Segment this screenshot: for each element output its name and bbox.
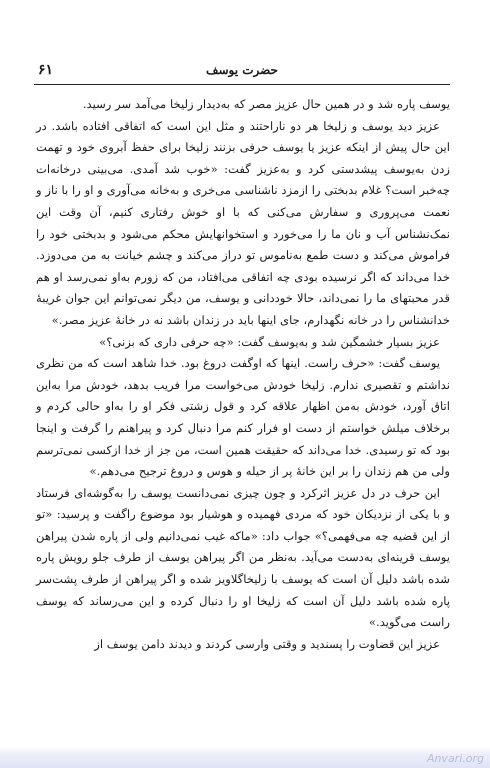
- paragraph: عزیز دید یوسف و زلیخا هر دو ناراحتند و مثل این است که اتفاقی افتاده باشد. در این حال پیش از اینکه عزیز یا یوسف حرفی بزنند زلیخا برای حفظ آبروی خود و تهمت زدن به‌یوسف پیشدستی کرد و به‌عزیز گفت: «خوب شد آمدی. می‌بینی درخانه‌ات چه‌خبر است؟ غلام بدبختی را ازمزد ناشناسی می‌خری و به‌خانه می‌آوری و او را با ناز و نعمت می‌پروری و سفارش می‌کنی که با او خوش رفتاری کنیم، آن وقت این نمک‌نشناس آب و نان ما را می‌خورد و استخوانهایش محکم می‌شود و بدبختی خود را فراموش می‌کند و دست طمع به‌ناموس تو دراز می‌کند و چشم خیانت به من می‌دوزد. خدا می‌داند که اگر نرسیده بودی چه اتفاقی می‌افتاد، من که زورم به‌او نمی‌رسد او هم قدر محبتهای ما را نمی‌داند، حالا خوددانی و یوسف، من دیگر نمی‌توانم این جوان غریبهٔ خدانشناس را در خانه نگهدارم، جای اینها باید در زندان باشد نه در خانهٔ عزیز مصر.»: [36, 118, 450, 327]
- paragraph: عزیز این قضاوت را پسندید و وقتی وارسی کردند و دیدند دامن یوسف از: [94, 636, 440, 651]
- footer-bar: [0, 746, 490, 768]
- paragraph: این حرف در دل عزیز اثرکرد و چون چیزی نمی‌دانست یوسف را به‌گوشه‌ای فرستاد و با یکی از نزدیکان خود که مردی فهمیده و هوشیار بود موضوع راگفت و پرسید: «تو از این قضیه چه می‌فهمی؟» جواب داد: «ماکه غیب نمی‌دانیم ولی از پاره شدن پیراهن یوسف قرینه‌ای به‌دست می‌آید. به‌نظر من اگر پیراهن یوسف از طرف جلو رویش پاره شده باشد دلیل آن است که یوسف با زلیخاگلاویز شده و اگر پیراهن از طرف پشت‌سر پاره شده باشد دلیل آن است که زلیخا او را دنبال کرده و این می‌رساند که یوسف راست می‌گوید.»: [36, 485, 450, 630]
- running-title: حضرت یوسف: [206, 63, 278, 77]
- page-number: ۶۱: [38, 62, 54, 78]
- body-text: [36, 94, 450, 655]
- paragraph: یوسف پاره شد و در همین حال عزیز مصر که به‌دیدار زلیخا می‌آمد سر رسید.: [82, 97, 450, 111]
- paragraph: یوسف گفت: «حرف راست. اینها که اوگفت دروغ بود. خدا شاهد است که من نظری نداشتم و تقصیری ندارم. زلیخا خودش می‌خواست مرا فریب بدهد، خودش مرا به‌این اتاق آورد، خودش به‌من اظهار علاقه کرد و قول زشتی فکر او را به‌او حالی کردم و برخلاف میلش خواستم از دست او فرار کنم مرا دنبال کرد و پیراهنم را گرفت و اینجا بود که تو رسیدی. خدا می‌داند که حقیقت همین است، من جز از خدا ازکسی نمی‌ترسم ولی من هم زندان را بر این خانهٔ پر از حیله و هوس و دروغ ترجیح می‌دهم.»: [36, 356, 450, 479]
- watermark: Anvari.org: [426, 752, 484, 765]
- page-header: [34, 62, 450, 85]
- paragraph: عزیز بسیار خشمگین شد و به‌یوسف گفت: «چه حرفی داری که بزنی؟»: [99, 334, 440, 349]
